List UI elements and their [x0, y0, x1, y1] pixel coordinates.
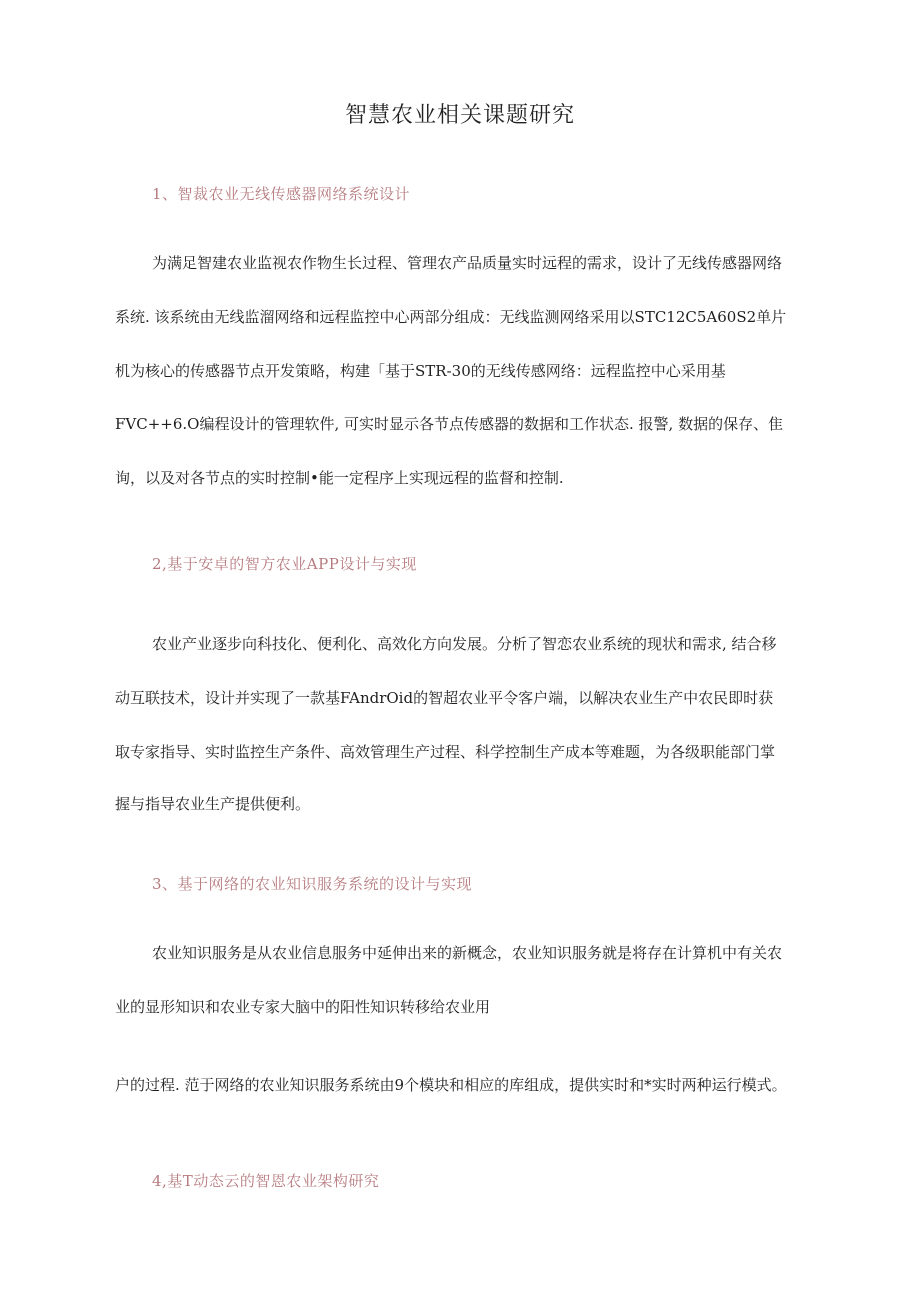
section-heading-3: 3、基于网络的农业知识服务系统的设计与实现: [152, 875, 473, 893]
section-1-line-5: 询，以及对各节点的实时控制•能一定程序上实现远程的监督和控制.: [115, 469, 564, 487]
section-heading-2: 2,基于安卓的智方农业APP设计与实现: [152, 555, 417, 573]
section-3-line-3: 户的过程. 范于网络的农业知识服务系统由9个模块和相应的库组成，提供实时和*实时两种运行模式。: [115, 1076, 787, 1094]
section-1-line-3: 机为核心的传感器节点开发策略，构建「基于STR-30的无线传感网络：远程监控中心采用基: [115, 362, 726, 380]
section-heading-4: 4,基T动态云的智恩农业架构研究: [152, 1172, 380, 1190]
section-3-line-2: 业的显形知识和农业专家大脑中的阳性知识转移给农业用: [115, 998, 491, 1016]
section-3-line-1: 农业知识服务是从农业信息服务中延伸出来的新概念，农业知识服务就是将存在计算机中有关农: [152, 944, 783, 962]
section-1-line-4: FVC++6.O编程设计的管理软件, 可实时显示各节点传感器的数据和工作状态. 报警, 数据的保存、隹: [115, 415, 784, 433]
section-2-line-1: 农业产业逐步向科技化、便利化、高效化方向发展。分析了智恋农业系统的现状和需求, 结合移: [152, 635, 777, 653]
section-2-line-4: 握与指导农业生产提供便利。: [115, 795, 311, 813]
section-heading-1: 1、智裁农业无线传感器网络系统设计: [152, 185, 411, 203]
section-2-line-2: 动互联技术，设计并实现了一款基FAndrOid的智超农业平令客户端，以解决农业生产中农民即时获: [115, 689, 774, 707]
section-1-line-1: 为满足智建农业监视农作物生长过程、管理农产品质量实时远程的需求，设计了无线传感器网络: [152, 254, 783, 272]
page-title: 智慧农业相关课题研究: [344, 103, 575, 128]
section-2-line-3: 取专家指导、实时监控生产条件、高效管理生产过程、科学控制生产成本等难题，为各级职能部门掌: [115, 743, 776, 761]
section-1-line-2: 系统. 该系统由无线监溜网络和远程监控中心两部分组成：无线监测网络采用以STC12C5A60S2单片: [115, 308, 787, 326]
